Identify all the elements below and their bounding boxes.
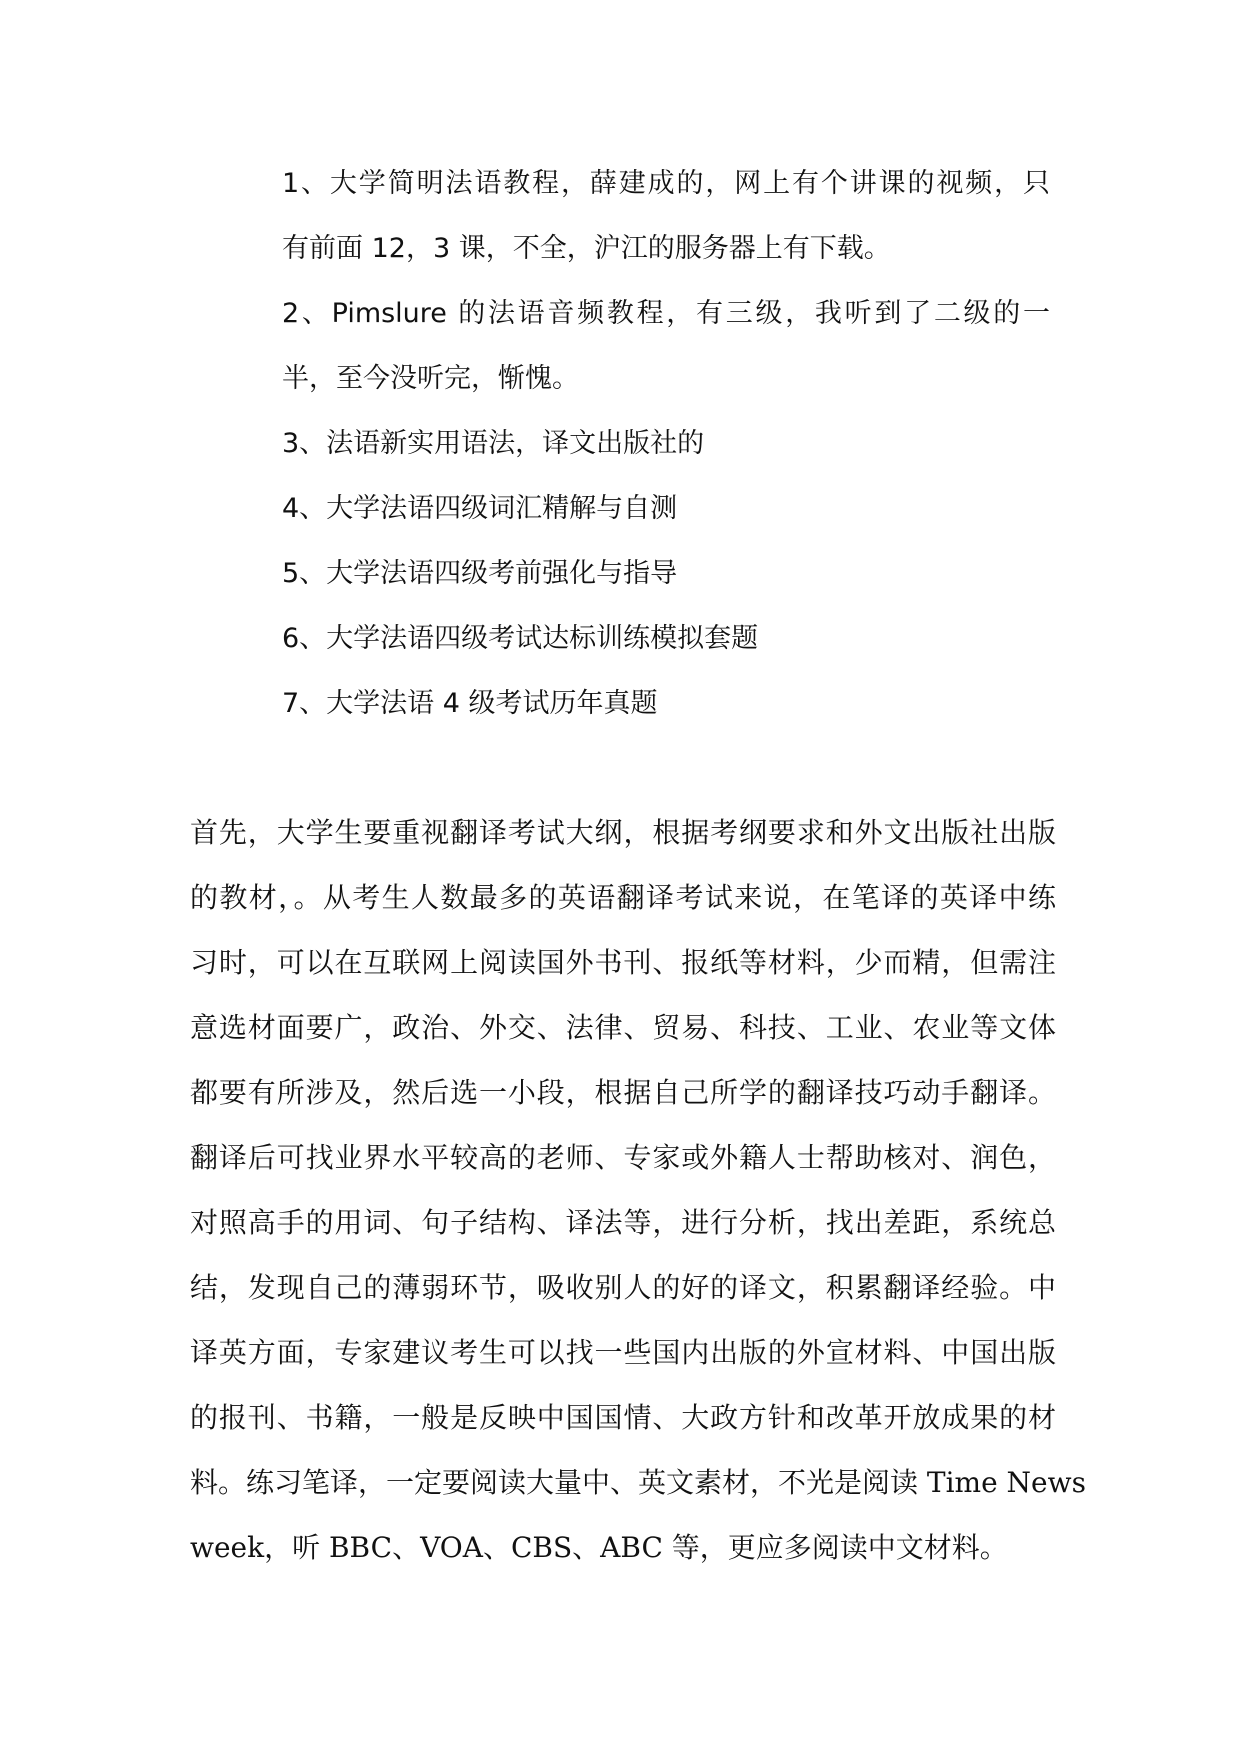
paragraph-line-11: 料。练习笔译，一定要阅读大量中、英文素材，不光是阅读 Time News	[190, 1466, 1086, 1499]
paragraph-line-4: 意选材面要广，政治、外交、法律、贸易、科技、工业、农业等文体	[190, 1011, 1056, 1044]
list-item-3-line-1: 3、法语新实用语法，译文出版社的	[282, 428, 705, 459]
paragraph-line-2: 的教材，。从考生人数最多的英语翻译考试来说，在笔译的英译中练	[190, 881, 1056, 914]
paragraph-line-5: 都要有所涉及，然后选一小段，根据自己所学的翻译技巧动手翻译。	[190, 1076, 1056, 1109]
list-item-2	[282, 281, 1050, 411]
list-item-6-line-1: 6、大学法语四级考试达标训练模拟套题	[282, 623, 759, 654]
book-list	[282, 151, 1050, 736]
list-item-7	[282, 671, 1050, 736]
paragraph-line-7: 对照高手的用词、句子结构、译法等，进行分析，找出差距，系统总	[190, 1206, 1056, 1239]
list-item-7-line-1: 7、大学法语 4 级考试历年真题	[282, 688, 658, 719]
list-item-4-line-1: 4、大学法语四级词汇精解与自测	[282, 493, 678, 524]
paragraph-line-9: 译英方面，专家建议考生可以找一些国内出版的外宣材料、中国出版	[190, 1336, 1056, 1369]
body-paragraph	[190, 800, 1086, 1580]
list-item-2-line-1: 2、Pimslure 的法语音频教程，有三级，我听到了二级的一	[282, 298, 1050, 329]
paragraph-line-12: week，听 BBC、VOA、CBS、ABC 等，更应多阅读中文材料。	[190, 1531, 1008, 1564]
paragraph-line-3: 习时，可以在互联网上阅读国外书刊、报纸等材料，少而精，但需注	[190, 946, 1056, 979]
list-item-1-line-1: 1、大学简明法语教程，薛建成的，网上有个讲课的视频，只	[282, 168, 1050, 199]
paragraph-line-8: 结，发现自己的薄弱环节，吸收别人的好的译文，积累翻译经验。中	[190, 1271, 1056, 1304]
paragraph-line-1: 首先，大学生要重视翻译考试大纲，根据考纲要求和外文出版社出版	[190, 816, 1056, 849]
paragraph-line-10: 的报刊、书籍，一般是反映中国国情、大政方针和改革开放成果的材	[190, 1401, 1056, 1434]
list-item-5-line-1: 5、大学法语四级考前强化与指导	[282, 558, 678, 589]
list-item-2-line-2: 半，至今没听完，惭愧。	[282, 363, 579, 394]
list-item-3	[282, 411, 1050, 476]
list-item-1	[282, 151, 1050, 281]
list-item-1-line-2: 有前面 12，3 课，不全，沪江的服务器上有下载。	[282, 233, 891, 264]
list-item-5	[282, 541, 1050, 606]
list-item-4	[282, 476, 1050, 541]
list-item-6	[282, 606, 1050, 671]
paragraph-line-6: 翻译后可找业界水平较高的老师、专家或外籍人士帮助核对、润色，	[190, 1141, 1056, 1174]
